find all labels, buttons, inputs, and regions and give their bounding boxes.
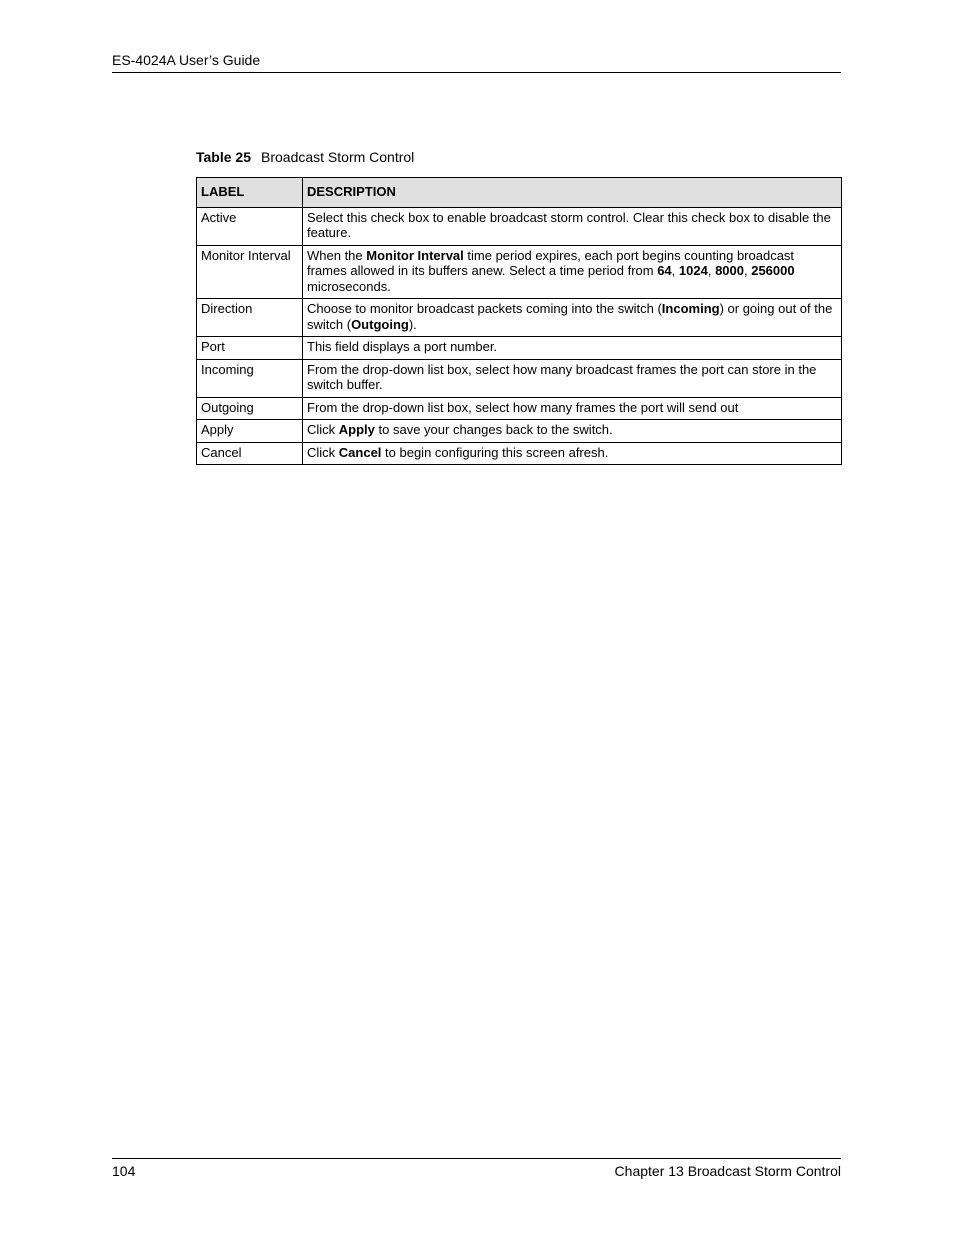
description-text: ) or going out of the switch ( [307, 301, 833, 332]
table-row [197, 245, 842, 299]
description-text: Click [307, 422, 339, 437]
table-row [197, 337, 842, 360]
description-bold-term: Incoming [661, 301, 720, 316]
description-bold-term: Outgoing [351, 316, 409, 332]
row-description [303, 359, 842, 397]
description-text: , [707, 263, 716, 278]
row-description [303, 442, 842, 465]
table-row [197, 420, 842, 443]
table-row [197, 299, 842, 337]
description-bold-term: 64 [657, 263, 672, 278]
row-label: Active [197, 207, 303, 245]
description-text: Click [307, 444, 339, 460]
description-bold-term: Monitor Interval [366, 247, 464, 263]
row-label: Cancel [197, 442, 303, 465]
description-bold-term: 8000 [715, 263, 744, 278]
footer-chapter-title: Chapter 13 Broadcast Storm Control [614, 1163, 841, 1179]
broadcast-storm-control-table [196, 177, 842, 465]
row-label: Incoming [197, 359, 303, 397]
page-footer [112, 1158, 841, 1180]
row-description [303, 420, 842, 443]
table-caption-title: Broadcast Storm Control [261, 149, 415, 165]
description-text: This field displays a port number. [307, 339, 498, 354]
table-header-row [197, 178, 842, 208]
row-label: Outgoing [197, 397, 303, 420]
running-header [112, 52, 841, 73]
header-title: ES-4024A User’s Guide [112, 52, 261, 68]
row-description [303, 337, 842, 360]
row-label: Monitor Interval [197, 245, 303, 299]
description-text: , [743, 263, 752, 278]
column-header-label: LABEL [197, 178, 303, 208]
row-description [303, 245, 842, 299]
row-label: Port [197, 337, 303, 360]
row-description [303, 397, 842, 420]
description-bold-term: Apply [338, 422, 375, 437]
description-text: From the drop-down list box, select how many broadcast frames the port can store in the switch buffer. [307, 361, 817, 392]
table-caption [196, 149, 414, 166]
page-number: 104 [112, 1163, 136, 1179]
description-text: to save your changes back to the switch. [374, 422, 613, 437]
table-row [197, 207, 842, 245]
description-bold-term: 1024 [678, 263, 708, 278]
description-text: microseconds. [307, 278, 391, 294]
description-text: Select this check box to enable broadcast storm control. Clear this check box to disable the feature. [307, 209, 831, 240]
description-text: to begin configuring this screen afresh. [381, 444, 609, 460]
row-label: Direction [197, 299, 303, 337]
description-bold-term: Cancel [338, 444, 382, 460]
row-description [303, 207, 842, 245]
description-bold-term: 256000 [751, 263, 795, 278]
table-body [197, 207, 842, 465]
table-row [197, 359, 842, 397]
description-text: ). [408, 316, 417, 332]
row-label: Apply [197, 420, 303, 443]
table-caption-number: Table 25 [196, 149, 251, 165]
table-row [197, 442, 842, 465]
description-text: From the drop-down list box, select how many frames the port will send out [307, 399, 739, 415]
description-text: When the [307, 247, 367, 263]
row-description [303, 299, 842, 337]
column-header-description: DESCRIPTION [303, 178, 842, 208]
description-text: , [671, 263, 679, 278]
table-row [197, 397, 842, 420]
description-text: time period expires, each port begins counting broadcast frames allowed in its buffers anew. Select a time period from [307, 247, 795, 278]
description-text: Choose to monitor broadcast packets coming into the switch ( [307, 301, 662, 316]
